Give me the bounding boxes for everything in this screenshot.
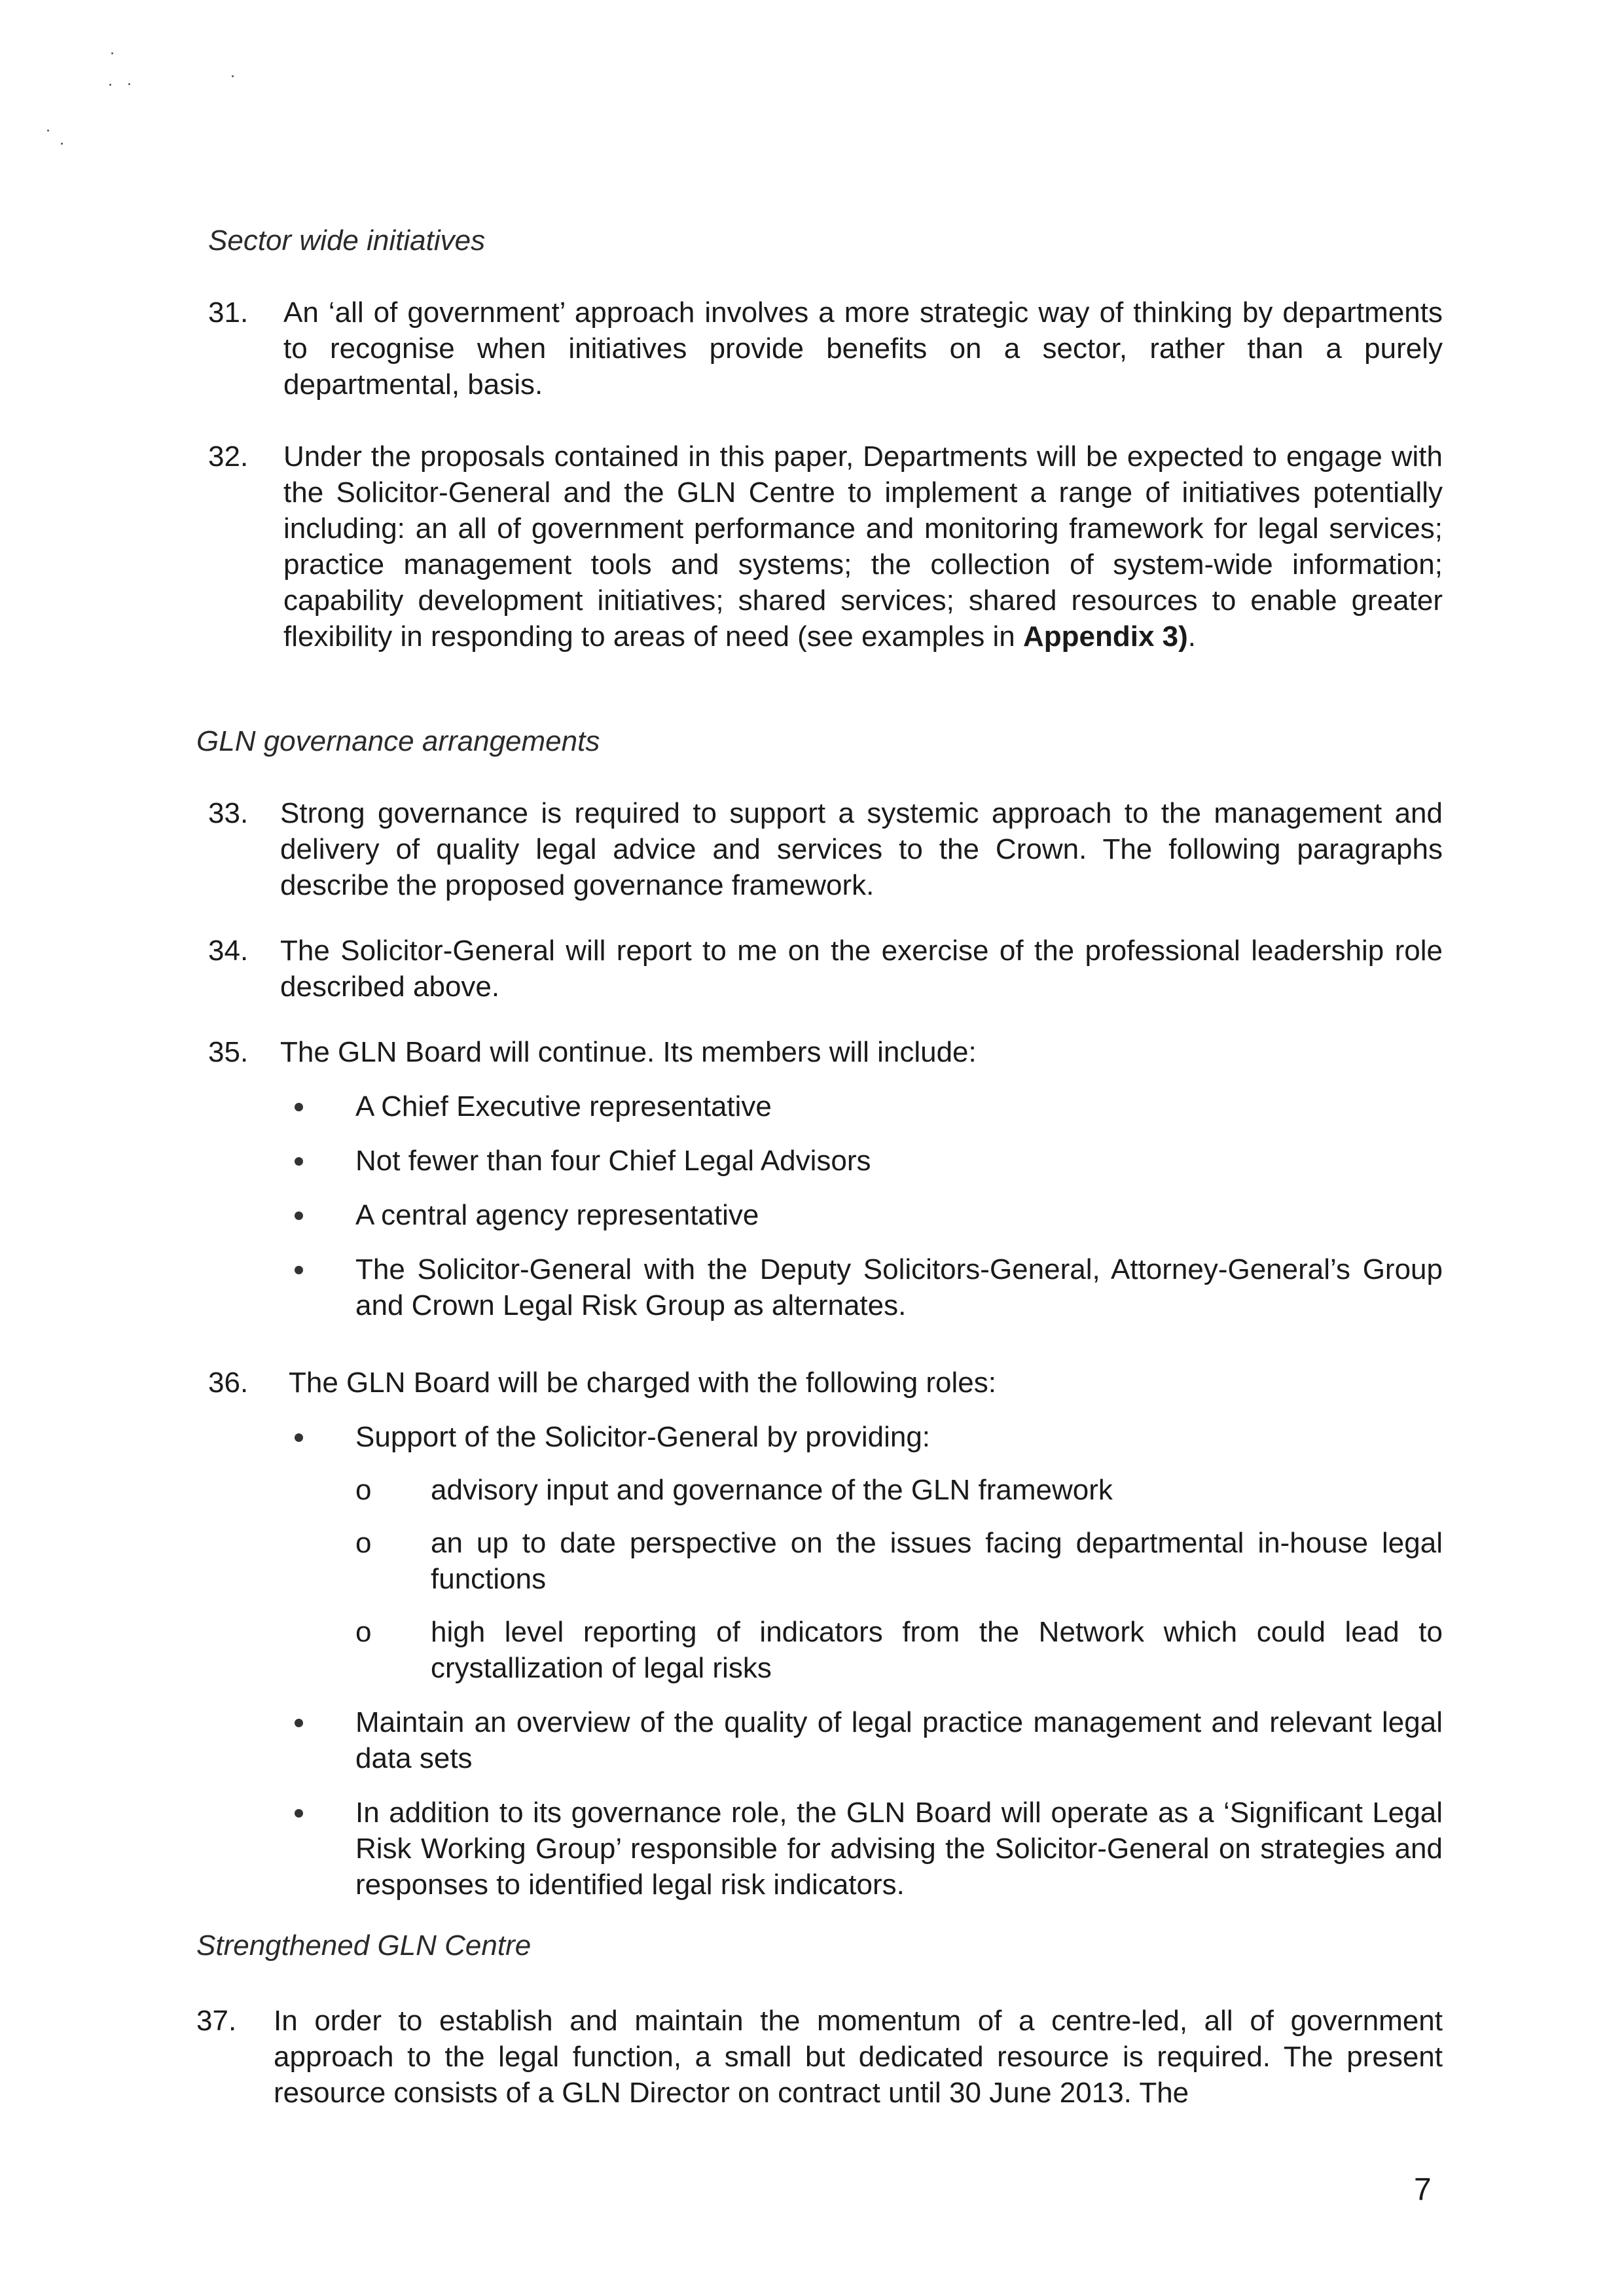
paragraph-number: 32. (208, 440, 249, 473)
bullet-item (280, 1795, 1443, 1903)
scan-speck (111, 52, 113, 54)
bullet-text: A Chief Executive representative (355, 1090, 772, 1122)
section-heading-sector-wide: Sector wide initiatives (208, 224, 486, 257)
bullet-text: Maintain an overview of the quality of legal practice management and relevant legal data sets (355, 1706, 1443, 1774)
paragraph-text: In order to establish and maintain the momentum of a centre-led, all of government approach to the legal function, a small but dedicated resource is required. The present resource consists of a GLN Director on contract until 30 June 2013. The (274, 2005, 1443, 2109)
bullet-text: The Solicitor-General with the Deputy Solicitors-General, Attorney-General’s Group and Crown Legal Risk Group as alternates. (355, 1253, 1443, 1321)
paragraph-number: 36. (208, 1367, 249, 1399)
scan-speck (61, 143, 63, 145)
appendix-reference: Appendix 3) (1022, 620, 1188, 653)
bullet-item (280, 1251, 1443, 1323)
paragraph-32 (208, 439, 1443, 655)
paragraph-text: The GLN Board will be charged with the following roles: (289, 1367, 996, 1399)
section-heading-gln-centre: Strengthened GLN Centre (196, 1929, 532, 1962)
bullet-item (280, 1088, 1443, 1124)
page-number: 7 (1414, 2172, 1432, 2207)
bullet-text: Not fewer than four Chief Legal Advisors (355, 1145, 871, 1177)
bullet-text: Support of the Solicitor-General by providing: (355, 1421, 931, 1453)
bullet-icon (295, 1266, 303, 1274)
bullet-text: A central agency representative (355, 1199, 759, 1231)
scan-speck (128, 83, 130, 85)
sub-bullet-item (355, 1614, 1443, 1686)
paragraph-text: The Solicitor-General will report to me on the exercise of the professional leadership role described above. (280, 935, 1443, 1003)
bullet-text: In addition to its governance role, the GLN Board will operate as a ‘Significant Legal Risk Working Group’ responsible for advising the Solicitor-General on strategies and responses to identified legal risk indicators. (355, 1797, 1443, 1901)
paragraph-37 (196, 2003, 1443, 2111)
bullet-icon (295, 1103, 303, 1111)
paragraph-33 (208, 795, 1443, 903)
paragraph-number: 37. (196, 2005, 237, 2037)
bullet-icon (295, 1157, 303, 1166)
sub-bullet-icon: o (355, 1527, 372, 1559)
bullet-icon (295, 1211, 303, 1220)
paragraph-text: An ‘all of government’ approach involves a more strategic way of thinking by departments to recognise when initiatives provide benefits on a sector, rather than a purely departmental, basis. (283, 296, 1443, 401)
paragraph-text-main: Under the proposals contained in this paper, Departments will be expected to engage with the Solicitor-General and the GLN Centre to implement a range of initiatives potentially including: an all of government performance and monitoring framework for legal services; practice management tools and systems; the collection of system-wide information; capability development initiatives; shared services; shared resources to enable greater flexibility in responding to areas of need (see examples in (283, 440, 1443, 653)
paragraph-number: 34. (208, 935, 249, 967)
sub-bullet-item (355, 1472, 1443, 1508)
paragraph-text-end: . (1187, 620, 1197, 653)
sub-bullet-item (355, 1525, 1443, 1597)
paragraph-number: 33. (208, 797, 249, 829)
paragraph-35 (208, 1034, 1443, 1323)
section-heading-governance: GLN governance arrangements (196, 725, 600, 757)
paragraph-number: 35. (208, 1036, 249, 1068)
sub-bullet-text: an up to date perspective on the issues facing departmental in-house legal functions (431, 1527, 1443, 1595)
bullet-item (280, 1143, 1443, 1179)
bullet-item (280, 1197, 1443, 1233)
sub-bullet-icon: o (355, 1616, 372, 1648)
sub-bullet-icon: o (355, 1474, 372, 1506)
bullet-item (280, 1419, 1443, 1455)
paragraph-text (283, 439, 1443, 655)
bullet-icon (295, 1719, 303, 1727)
paragraph-36 (208, 1365, 1443, 1903)
bullet-icon (295, 1809, 303, 1818)
scan-speck (47, 130, 49, 132)
bullet-icon (295, 1433, 303, 1442)
scan-speck (232, 75, 234, 77)
scan-speck (109, 84, 111, 86)
bullet-item (280, 1704, 1443, 1776)
sub-bullet-text: high level reporting of indicators from the Network which could lead to crystallization of legal risks (431, 1616, 1443, 1684)
paragraph-number: 31. (208, 296, 249, 329)
paragraph-31 (208, 295, 1443, 403)
paragraph-text: The GLN Board will continue. Its members will include: (280, 1036, 977, 1068)
sub-bullet-text: advisory input and governance of the GLN framework (431, 1474, 1113, 1506)
paragraph-34 (208, 933, 1443, 1005)
paragraph-text: Strong governance is required to support a systemic approach to the management and delivery of quality legal advice and services to the Crown. The following paragraphs describe the proposed governance framework. (280, 797, 1443, 901)
